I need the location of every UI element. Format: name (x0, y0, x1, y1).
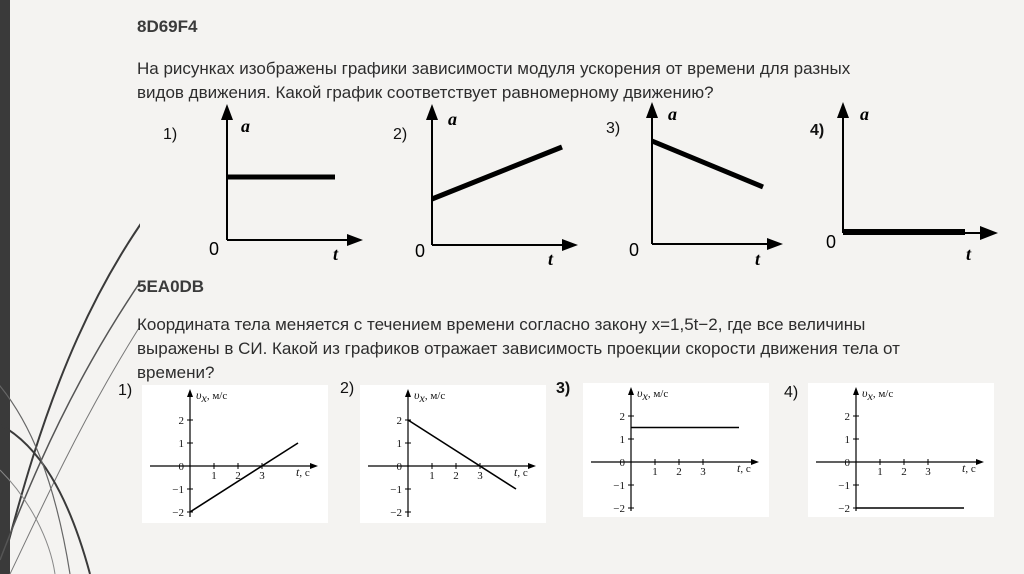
q1-option-1-label: 1) (163, 126, 178, 143)
q2-graph-3 (583, 383, 769, 517)
data-line (190, 443, 298, 512)
y-tick-label: 2 (844, 411, 850, 423)
question-text-1-line2: видов движения. Какой график соответствует равномерному движению? (137, 83, 714, 102)
q2-graph-2 (360, 385, 546, 523)
q1-graph-1 (205, 100, 375, 270)
y-tick-label: 1 (178, 438, 184, 450)
y-arrow (426, 104, 438, 120)
x-axis-label: t, с (737, 461, 751, 475)
x-tick-label: 1 (211, 470, 217, 482)
y-arrow (837, 102, 849, 118)
y-axis-label: υx, м/с (862, 386, 894, 403)
data-line (432, 147, 562, 199)
x-axis-label: t (548, 249, 554, 269)
x-arrow (562, 239, 578, 251)
x-axis-label: t, с (962, 461, 976, 475)
y-axis-label: υx, м/с (196, 388, 228, 405)
question-code-1: 8D69F4 (137, 17, 198, 36)
y-arrow (646, 102, 658, 118)
q2-option-2-label: 2) (340, 380, 355, 397)
y-tick-label: −1 (390, 484, 402, 496)
x-tick-label: 1 (877, 466, 883, 478)
y-arrow (405, 389, 411, 397)
y-tick-label: 0 (178, 461, 184, 473)
x-tick-label: 2 (453, 470, 459, 482)
y-arrow (628, 387, 634, 395)
x-arrow (767, 238, 783, 250)
question-code-2: 5EA0DB (137, 277, 205, 296)
y-tick-label: 1 (396, 438, 402, 450)
x-axis-label: t (755, 249, 761, 269)
q1-graph-2 (410, 100, 585, 270)
y-axis-label: a (860, 104, 869, 124)
x-arrow (310, 463, 318, 469)
y-axis-label: υx, м/с (637, 386, 669, 403)
y-tick-label: −1 (613, 480, 625, 492)
y-tick-label: −1 (172, 484, 184, 496)
y-tick-label: 0 (619, 457, 625, 469)
origin-label: 0 (415, 241, 426, 261)
x-arrow (976, 459, 984, 465)
q1-graph-3 (625, 98, 795, 270)
y-arrow (221, 104, 233, 120)
x-tick-label: 3 (700, 466, 706, 478)
question-text-2-line2: выражены в СИ. Какой из графиков отражает зависимость проекции скорости движения тела от (137, 339, 900, 358)
x-tick-label: 2 (901, 466, 907, 478)
y-tick-label: 0 (396, 461, 402, 473)
x-axis-label: t, с (514, 465, 528, 479)
question-text-2-line1: Координата тела меняется с течением времени согласно закону x=1,5t−2, где все величины (137, 315, 866, 334)
data-line (408, 420, 516, 489)
q1-option-3-label: 3) (606, 120, 621, 137)
x-tick-label: 3 (925, 466, 931, 478)
x-tick-label: 1 (429, 470, 435, 482)
x-axis-label: t (333, 244, 339, 264)
y-tick-label: −1 (838, 480, 850, 492)
y-arrow (187, 389, 193, 397)
y-tick-label: −2 (838, 503, 850, 515)
y-tick-label: −2 (172, 507, 184, 519)
decorative-curves (0, 0, 140, 574)
y-tick-label: 1 (619, 434, 625, 446)
x-axis-label: t (966, 244, 972, 264)
y-tick-label: 1 (844, 434, 850, 446)
q1-option-4-label: 4) (810, 122, 825, 139)
y-axis-label: a (668, 104, 677, 124)
x-tick-label: 3 (477, 470, 483, 482)
question-text-2 (137, 313, 1022, 385)
x-arrow (980, 226, 998, 240)
y-tick-label: 2 (178, 415, 184, 427)
x-arrow (751, 459, 759, 465)
y-axis-label: a (448, 109, 457, 129)
origin-label: 0 (209, 239, 220, 259)
x-tick-label: 2 (235, 470, 241, 482)
y-tick-label: −2 (390, 507, 402, 519)
y-arrow (853, 387, 859, 395)
origin-label: 0 (826, 232, 837, 252)
q2-option-3-label: 3) (556, 380, 571, 397)
y-tick-label: −2 (613, 503, 625, 515)
y-axis-label: a (241, 116, 250, 136)
x-arrow (528, 463, 536, 469)
x-axis-label: t, с (296, 465, 310, 479)
q2-graph-4 (808, 383, 994, 517)
question-text-2-line3: времени? (137, 363, 215, 382)
x-tick-label: 2 (676, 466, 682, 478)
data-line (652, 141, 763, 187)
question-text-1-line1: На рисунках изображены графики зависимости модуля ускорения от времени для разных (137, 59, 851, 78)
x-tick-label: 3 (259, 470, 265, 482)
q2-graph-1 (142, 385, 328, 523)
q1-option-2-label: 2) (393, 126, 408, 143)
x-arrow (347, 234, 363, 246)
q1-graph-4 (820, 98, 1005, 270)
y-tick-label: 2 (619, 411, 625, 423)
x-tick-label: 1 (652, 466, 658, 478)
y-tick-label: 0 (844, 457, 850, 469)
q2-option-4-label: 4) (784, 384, 799, 401)
q2-option-1-label: 1) (118, 382, 133, 399)
y-tick-label: 2 (396, 415, 402, 427)
origin-label: 0 (629, 240, 640, 260)
y-axis-label: υx, м/с (414, 388, 446, 405)
